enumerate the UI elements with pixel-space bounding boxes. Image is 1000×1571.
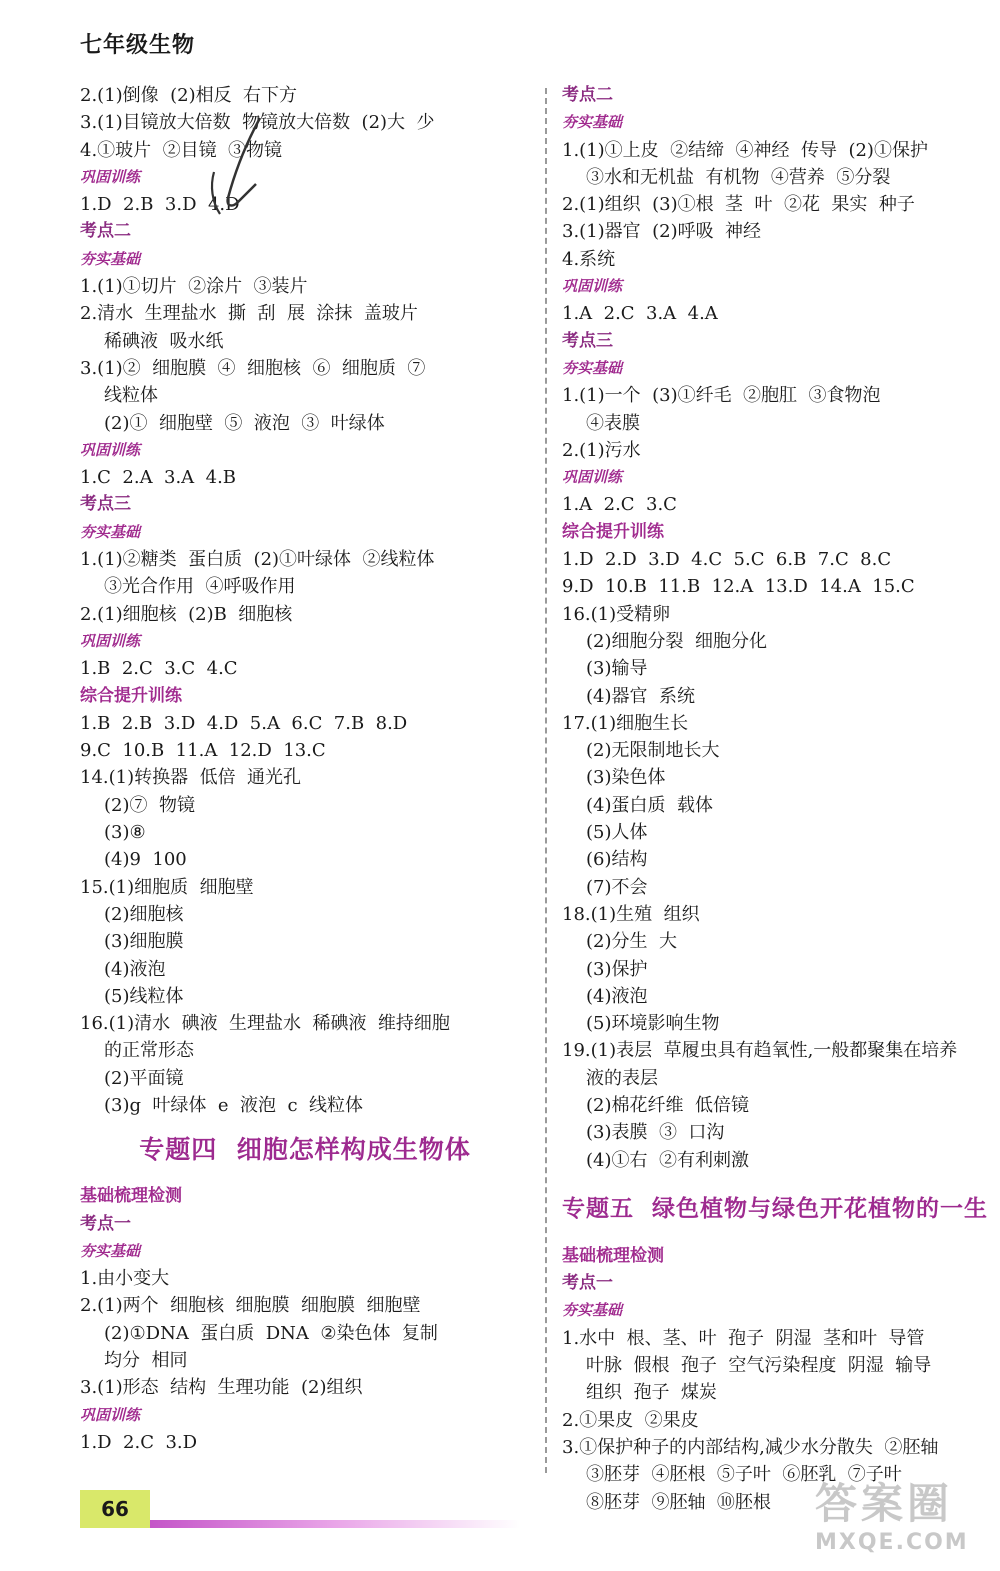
subsection-label: 巩固训练 [562, 468, 623, 487]
section-heading: 考点三 [80, 494, 131, 515]
block-heading: 综合提升训练 [80, 685, 182, 706]
subsection-label: 巩固训练 [80, 440, 141, 459]
answer-line: (2)棉花纤维 低倍镜 [586, 1094, 749, 1116]
section-heading: 考点一 [80, 1213, 131, 1234]
answer-line: 9.D 10.B 11.B 12.A 13.D 14.A 15.C [562, 576, 915, 598]
answer-line: 4.系统 [562, 248, 616, 270]
answer-line: 1.B 2.C 3.C 4.C [80, 658, 238, 680]
answer-line: 16.(1)清水 碘液 生理盐水 稀碘液 维持细胞 [80, 1013, 450, 1035]
subsection-label: 夯实基础 [80, 522, 141, 541]
answer-line: (5)环境影响生物 [586, 1013, 720, 1035]
answer-line: 1.C 2.A 3.A 4.B [80, 467, 237, 489]
answer-line: 叶脉 假根 孢子 空气污染程度 阴湿 输导 [586, 1355, 932, 1377]
answer-line: 线粒体 [104, 385, 158, 407]
answer-line: 3.①保护种子的内部结构,减少水分散失 ②胚轴 [562, 1436, 939, 1458]
answer-line: 17.(1)细胞生长 [562, 712, 689, 734]
answer-line: 1.(1)一个 (3)①纤毛 ②胞肛 ③食物泡 [562, 385, 881, 407]
answer-line: (5)线粒体 [104, 985, 184, 1007]
column-divider [545, 88, 547, 1473]
answer-line: (2)⑦ 物镜 [104, 794, 195, 816]
answer-line: 1.由小变大 [80, 1268, 170, 1290]
answer-line: ④表膜 [586, 412, 640, 434]
section-heading: 考点三 [562, 330, 613, 351]
answer-line: 3.(1)② 细胞膜 ④ 细胞核 ⑥ 细胞质 ⑦ [80, 357, 426, 379]
answer-line: 1.D 2.D 3.D 4.C 5.C 6.B 7.C 8.C [562, 549, 892, 571]
answer-line: 1.(1)①上皮 ②结缔 ④神经 传导 (2)①保护 [562, 139, 928, 161]
chapter-title-4: 专题四 细胞怎样构成生物体 [139, 1135, 471, 1165]
answer-line: (4)蛋白质 载体 [586, 794, 713, 816]
answer-line: 1.A 2.C 3.A 4.A [562, 303, 718, 325]
subsection-label: 夯实基础 [562, 113, 623, 132]
answer-line: 1.D 2.C 3.D [80, 1431, 198, 1453]
subsection-label: 夯实基础 [80, 1241, 141, 1260]
subsection-label: 夯实基础 [80, 249, 141, 268]
answer-list-left-2 [80, 1183, 530, 1456]
block-heading: 基础梳理检测 [80, 1186, 182, 1207]
answer-line: 2.(1)组织 (3)①根 茎 叶 ②花 果实 种子 [562, 194, 915, 216]
answer-list-right-2 [562, 1243, 994, 1516]
subsection-label: 巩固训练 [80, 631, 141, 650]
answer-line: 组织 孢子 煤炭 [586, 1382, 717, 1404]
answer-line: (3)染色体 [586, 767, 666, 789]
block-heading: 基础梳理检测 [562, 1245, 664, 1266]
answer-line: ③胚芽 ④胚根 ⑤子叶 ⑥胚乳 ⑦子叶 [586, 1464, 902, 1486]
answer-line: (3)输导 [586, 658, 648, 680]
answer-line: (4)9 100 [104, 849, 187, 871]
answer-line: 1.(1)①切片 ②涂片 ③装片 [80, 276, 308, 298]
answer-line: (3)⑧ [104, 822, 146, 844]
answer-line: 19.(1)表层 草履虫具有趋氧性,一般都聚集在培养 [562, 1040, 958, 1062]
handwritten-pen-mark [190, 110, 280, 250]
answer-line: 2.(1)污水 [562, 439, 641, 461]
answer-line: 2.①果皮 ②果皮 [562, 1409, 699, 1431]
answer-line: 1.B 2.B 3.D 4.D 5.A 6.C 7.B 8.D [80, 712, 408, 734]
watermark-top-text: 答案圈 [815, 1479, 954, 1528]
subsection-label: 巩固训练 [80, 167, 141, 186]
answer-line: ③光合作用 ④呼吸作用 [104, 576, 296, 598]
answer-line: 14.(1)转换器 低倍 通光孔 [80, 767, 302, 789]
answer-line: 3.(1)形态 结构 生理功能 (2)组织 [80, 1377, 363, 1399]
answer-line: 2.(1)细胞核 (2)B 细胞核 [80, 603, 293, 625]
answer-line: 2.(1)两个 细胞核 细胞膜 细胞膜 细胞壁 [80, 1295, 421, 1317]
answer-line: (3)细胞膜 [104, 931, 184, 953]
answer-line: 4.①玻片 ②目镜 ③物镜 [80, 139, 283, 161]
watermark-bottom-text: MXQE.COM [815, 1530, 969, 1555]
answer-line: (4)液泡 [586, 985, 648, 1007]
section-heading: 考点二 [80, 221, 131, 242]
section-heading: 考点二 [562, 85, 613, 105]
page-header-title: 七年级生物 [80, 33, 196, 58]
answer-line: (7)不会 [586, 876, 648, 898]
left-column [80, 82, 530, 1456]
answer-line: (4)①右 ②有利刺激 [586, 1149, 749, 1171]
answer-line: 2.(1)倒像 (2)相反 右下方 [80, 85, 298, 106]
answer-line: (2)细胞分裂 细胞分化 [586, 630, 767, 652]
answer-line: 1.(1)②糖类 蛋白质 (2)①叶绿体 ②线粒体 [80, 549, 435, 571]
answer-list-right [562, 82, 994, 1174]
footer-rule [150, 1520, 520, 1528]
answer-line: 3.(1)器官 (2)呼吸 神经 [562, 221, 762, 243]
section-heading: 考点一 [562, 1273, 613, 1294]
answer-line: (3)保护 [586, 958, 648, 980]
watermark-logo [815, 1480, 995, 1566]
answer-line: (2)① 细胞壁 ⑤ 液泡 ③ 叶绿体 [104, 412, 385, 434]
page-number: 66 [80, 1490, 150, 1528]
answer-list-left [80, 82, 530, 1119]
answer-line: (2)平面镜 [104, 1067, 184, 1089]
answer-line: 18.(1)生殖 组织 [562, 903, 700, 925]
answer-line: 的正常形态 [104, 1040, 194, 1062]
subsection-label: 巩固训练 [80, 1405, 141, 1424]
subsection-label: 巩固训练 [562, 277, 623, 296]
answer-line: (2)细胞核 [104, 903, 184, 925]
right-column [562, 82, 994, 1516]
subsection-label: 夯实基础 [562, 358, 623, 377]
answer-line: (6)结构 [586, 849, 648, 871]
answer-line: (2)①DNA 蛋白质 DNA ②染色体 复制 [104, 1322, 438, 1344]
answer-line: 稀碘液 吸水纸 [104, 330, 224, 352]
answer-line: (3)表膜 ③ 口沟 [586, 1122, 725, 1144]
subsection-label: 夯实基础 [562, 1301, 623, 1320]
answer-line: 均分 相同 [104, 1350, 188, 1372]
answer-line: 3.(1)目镜放大倍数 物镜放大倍数 (2)大 少 [80, 112, 435, 134]
answer-line: (4)液泡 [104, 958, 166, 980]
answer-line: (4)器官 系统 [586, 685, 695, 707]
answer-line: 1.D 2.B 3.D 4.D [80, 194, 240, 216]
answer-line: (5)人体 [586, 822, 648, 844]
block-heading: 综合提升训练 [562, 521, 664, 542]
answer-line: 1.A 2.C 3.C [562, 494, 677, 516]
answer-line: 液的表层 [586, 1067, 658, 1089]
answer-line: 1.水中 根、茎、叶 孢子 阴湿 茎和叶 导管 [562, 1327, 925, 1349]
answer-line: (3)g 叶绿体 e 液泡 c 线粒体 [104, 1094, 363, 1116]
answer-line: 15.(1)细胞质 细胞壁 [80, 876, 254, 898]
answer-line: 2.清水 生理盐水 撕 刮 展 涂抹 盖玻片 [80, 303, 418, 325]
chapter-title-5: 专题五 绿色植物与绿色开花植物的一生 [562, 1195, 989, 1222]
answer-line: ⑧胚芽 ⑨胚轴 ⑩胚根 [586, 1491, 771, 1513]
answer-line: 16.(1)受精卵 [562, 603, 671, 625]
answer-line: 9.C 10.B 11.A 12.D 13.C [80, 740, 326, 762]
answer-line: (2)分生 大 [586, 931, 677, 953]
answer-line: ③水和无机盐 有机物 ④营养 ⑤分裂 [586, 166, 891, 188]
answer-line: (2)无限制地长大 [586, 740, 720, 762]
